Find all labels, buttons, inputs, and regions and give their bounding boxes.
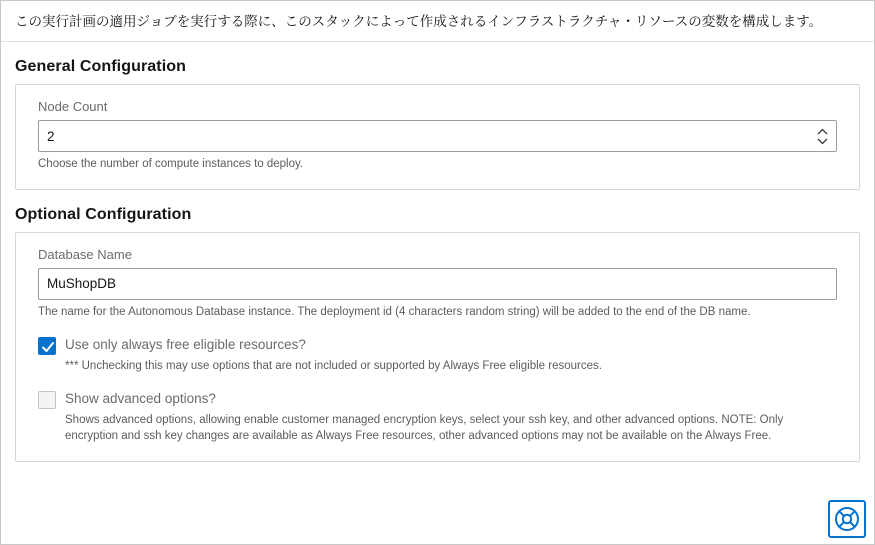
advanced-options-checkbox[interactable] [38,391,56,409]
node-count-help: Choose the number of compute instances to deploy. [38,158,304,171]
always-free-body [65,336,602,374]
database-name-label: Database Name [38,246,132,262]
database-name-input-wrap [38,268,837,300]
chevron-down-icon [817,138,828,145]
check-icon [41,340,55,354]
always-free-label: Use only always free eligible resources? [65,337,306,353]
chevron-up-icon [817,128,828,135]
always-free-checkbox[interactable] [38,337,56,355]
database-name-input[interactable] [38,268,837,300]
advanced-options-row[interactable] [38,390,837,444]
intro-text: この実行計画の適用ジョブを実行する際に、このスタックによって作成されるインフラストラクチャ・リソースの変数を構成します。 [1,1,874,42]
general-configuration-panel [15,84,860,190]
advanced-options-label: Show advanced options? [65,391,216,407]
node-count-input[interactable] [38,120,837,152]
node-count-input-wrap [38,120,837,152]
help-widget-button[interactable] [828,500,866,538]
optional-configuration-heading: Optional Configuration [15,205,192,223]
advanced-options-help: Shows advanced options, allowing enable customer managed encryption keys, select your ssh key, and other advanced options. NOTE: Only encryption and ssh key changes are available as Always Free resources, other advanced options may not be available on the Always Free. [65,414,784,443]
node-count-stepper[interactable] [815,120,829,152]
database-name-help: The name for the Autonomous Database instance. The deployment id (4 characters random string) will be added to the end of the DB name. [38,305,751,318]
advanced-options-body [65,390,837,444]
general-configuration-heading: General Configuration [15,58,186,76]
optional-configuration-panel [15,232,860,462]
lifebuoy-icon [834,506,860,532]
always-free-row[interactable] [38,336,837,374]
node-count-label: Node Count [38,99,108,115]
always-free-help: *** Unchecking this may use options that are not included or supported by Always Free eligible resources. [65,360,602,373]
